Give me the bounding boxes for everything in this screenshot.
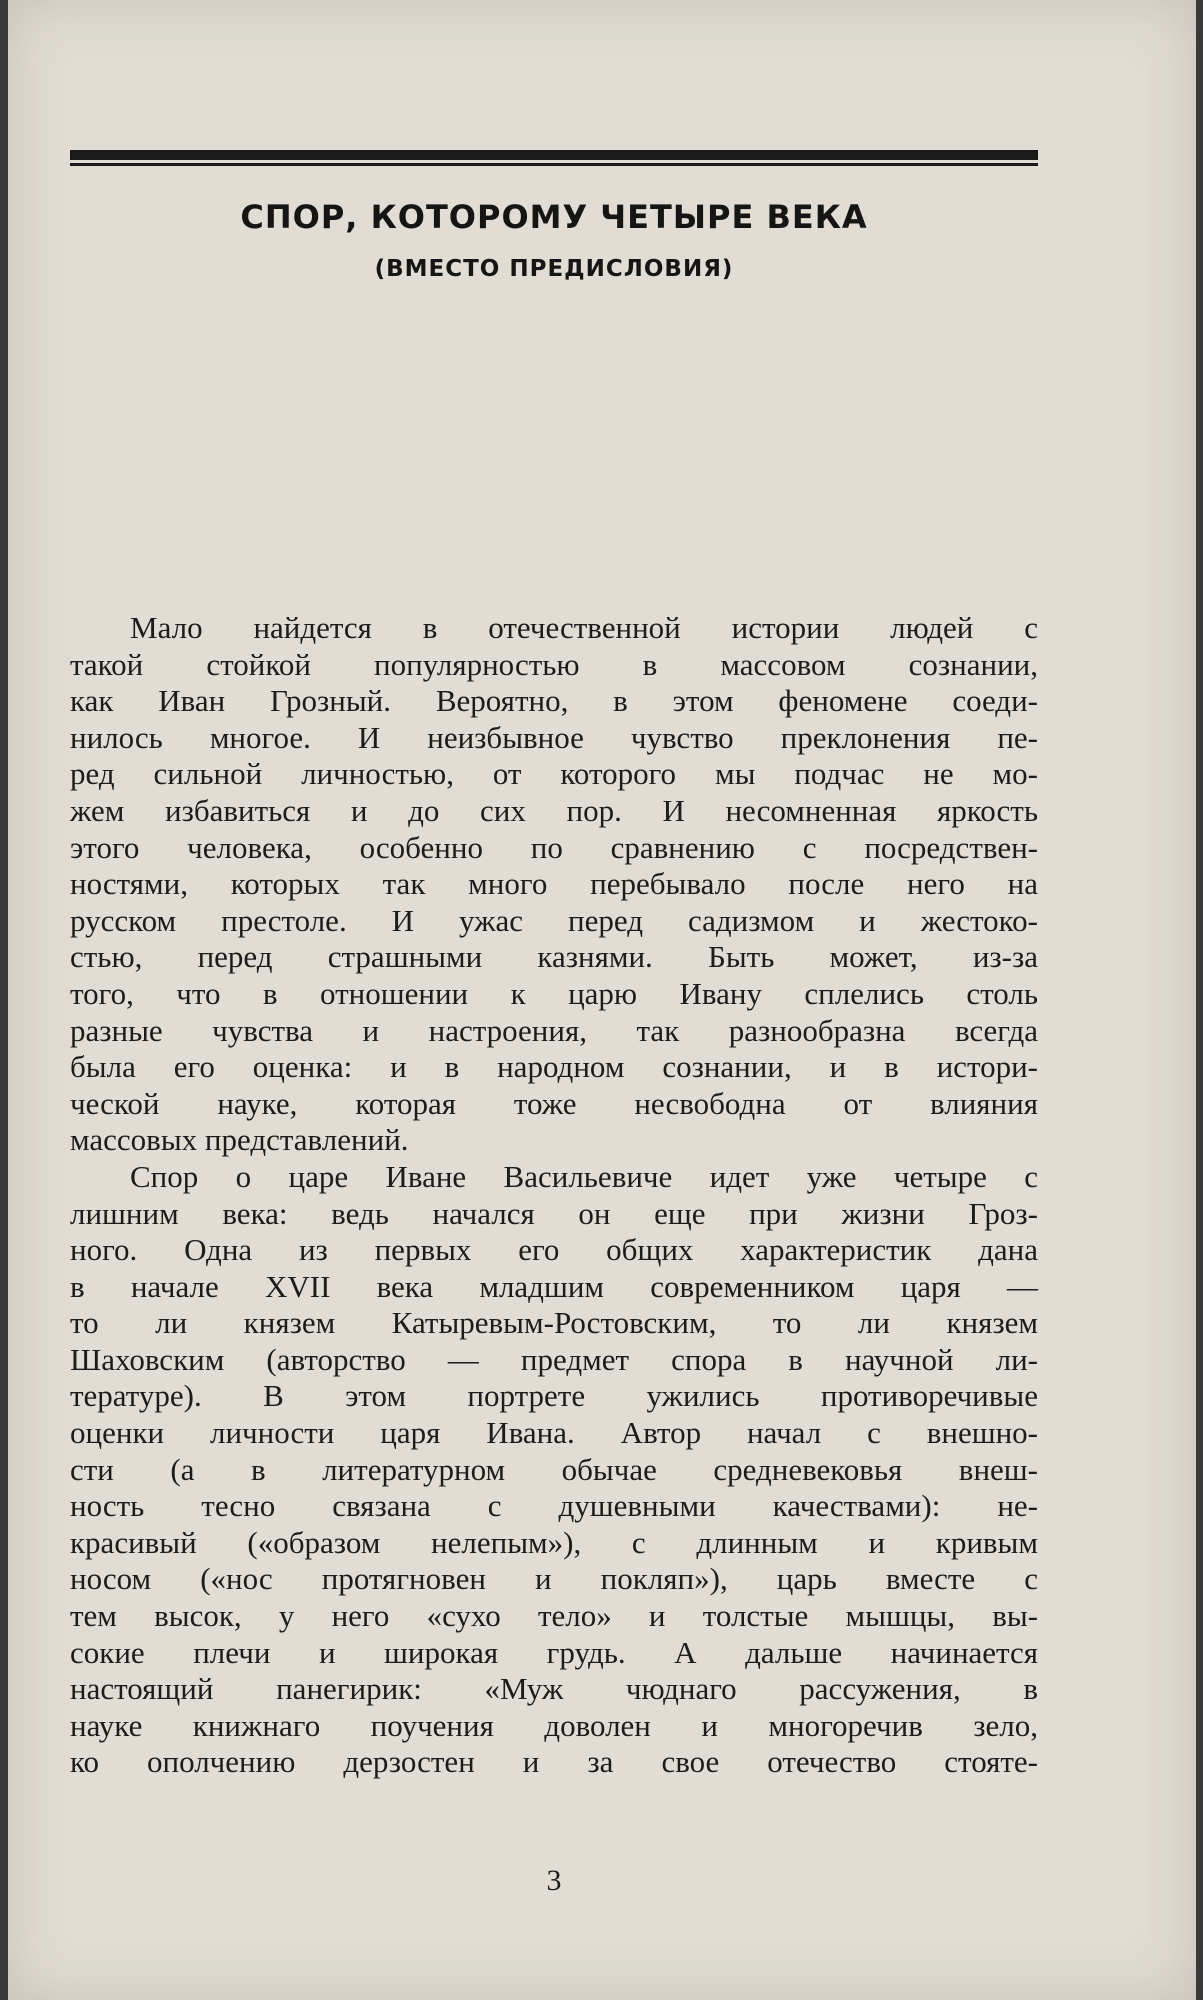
chapter-subtitle: (ВМЕСТО ПРЕДИСЛОВИЯ) [374,256,734,282]
text-line: ного. Одна из первых его общих характеристик дана [70,1232,1038,1268]
header-rule-thick [70,150,1038,160]
text-line: сокие плечи и широкая грудь. А дальше начинается [70,1634,1038,1670]
text-line: тературе). В этом портрете ужились противоречивые [70,1378,1038,1414]
chapter-title: СПОР, КОТОРОМУ ЧЕТЫРЕ ВЕКА [240,198,868,236]
text-line: нилось многое. И неизбывное чувство преклонения пе- [70,719,1038,755]
text-line: ко ополчению дерзостен и за свое отечество стояте- [70,1744,1038,1780]
text-line: разные чувства и настроения, так разнообразна всегда [70,1012,1038,1048]
header-rule [70,150,1038,168]
text-line: ческой науке, которая тоже несвободна от влияния [70,1085,1038,1121]
text-line: как Иван Грозный. Вероятно, в этом феномене соеди- [70,683,1038,719]
book-page [8,0,1196,2000]
text-line: то ли князем Катыревым-Ростовским, то ли князем [70,1305,1038,1341]
header-rule-thin [70,163,1038,166]
text-line: Мало найдется в отечественной истории людей с [130,610,1038,645]
text-line: науке книжнаго поучения доволен и многоречив зело, [70,1707,1038,1743]
text-line: такой стойкой популярностью в массовом сознании, [70,646,1038,682]
text-line: этого человека, особенно по сравнению с посредствен- [70,829,1038,865]
text-line: ность тесно связана с душевными качествами): не- [70,1488,1038,1524]
text-line: в начале XVII века младшим современником царя — [70,1268,1038,1304]
text-line: оценки личности царя Ивана. Автор начал с внешно- [70,1415,1038,1451]
text-line: массовых представлений. [70,1122,409,1158]
text-line: носом («нос протягновен и покляп»), царь вместе с [70,1561,1038,1597]
text-line: русском престоле. И ужас перед садизмом и жестоко- [70,902,1038,938]
text-line: сти (а в литературном обычае средневековья внеш- [70,1451,1038,1487]
text-line: Шаховским (авторство — предмет спора в научной ли- [70,1341,1038,1377]
text-line: лишним века: ведь начался он еще при жизни Гроз- [70,1195,1038,1231]
text-line: стью, перед страшными казнями. Быть может, из-за [70,939,1038,975]
text-line: Спор о царе Иване Васильевиче идет уже четыре с [130,1158,1038,1194]
page-number: 3 [546,1864,562,1897]
text-line: настоящий панегирик: «Муж чюднаго рассужения, в [70,1671,1038,1707]
text-line: тем высок, у него «сухо тело» и толстые мышцы, вы- [70,1598,1038,1634]
text-line: ностями, которых так много перебывало после него на [70,866,1038,902]
text-line: жем избавиться и до сих пор. И несомненная яркость [70,792,1038,828]
text-line: была его оценка: и в народном сознании, и в истори- [70,1049,1038,1085]
text-line: ред сильной личностью, от которого мы подчас не мо- [70,756,1038,792]
text-line: красивый («образом нелепым»), с длинным и кривым [70,1524,1038,1560]
text-line: того, что в отношении к царю Ивану сплелись столь [70,975,1038,1011]
body-text [70,610,1038,1781]
